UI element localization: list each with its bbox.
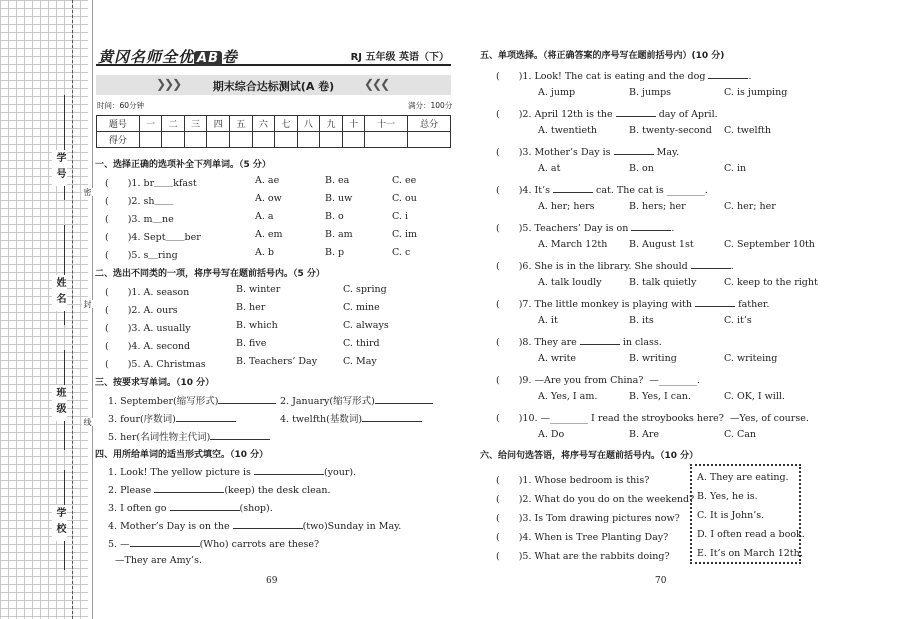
- answer-blank[interactable]: [695, 297, 735, 307]
- chevron-right-icon: ❮❮❮: [364, 77, 389, 91]
- score-input[interactable]: [408, 132, 451, 148]
- section-6-title: 六、给问句选答语，将序号写在题前括号内。（10 分）: [480, 451, 699, 461]
- binding-border-line: [92, 0, 93, 619]
- score-cell: 十: [342, 116, 365, 132]
- question-stem[interactable]: ( )5. A. Christmas: [105, 359, 206, 370]
- list-item: [108, 483, 331, 496]
- question-stem[interactable]: ( )1. Look! The cat is eating and the dog: [496, 71, 706, 82]
- class-label: 班级: [54, 387, 65, 419]
- question-tail: (your).: [323, 467, 357, 478]
- option-b: B. p: [325, 247, 345, 258]
- question-stem[interactable]: ( )3. Mother’s Day is: [496, 147, 611, 158]
- score-cell: 五: [230, 116, 253, 132]
- score-table: [96, 115, 451, 148]
- option-b: B. uw: [325, 193, 353, 204]
- exam-time: 时间：60分钟: [97, 101, 145, 110]
- brand-header: [96, 48, 451, 66]
- list-item: [108, 537, 319, 550]
- answer-blank[interactable]: [362, 412, 422, 422]
- question-stem[interactable]: ( )4. It’s: [496, 185, 550, 196]
- option-b: B. talk quietly: [629, 277, 697, 288]
- score-cell: 总分: [408, 116, 451, 132]
- answer-blank[interactable]: [218, 394, 276, 404]
- question-stem[interactable]: ( )9. —Are you from China?: [496, 375, 644, 386]
- option-c: C. keep to the right: [724, 277, 818, 288]
- question-stem[interactable]: ( )2. What do you do on the weekend?: [496, 494, 695, 505]
- score-cell: 八: [297, 116, 320, 132]
- grade-subject: RJ 五年级 英语（下）: [350, 52, 449, 63]
- score-input[interactable]: [297, 132, 320, 148]
- question-tail: (keep) the desk clean.: [224, 485, 331, 496]
- section-4-title: 四、用所给单词的适当形式填空。（10 分）: [95, 450, 269, 460]
- question-tail: (two)Sunday in May.: [302, 521, 402, 532]
- question-stem: 3. four(序数词): [108, 414, 176, 425]
- score-cell: 四: [207, 116, 230, 132]
- question-stem[interactable]: ( )6. She is in the library. She should: [496, 261, 688, 272]
- list-item: [496, 106, 718, 120]
- question-stem: 5. —: [108, 539, 130, 550]
- option-b: B. which: [236, 320, 278, 331]
- option-c: C. ou: [392, 193, 417, 204]
- option-a: A. it: [538, 315, 558, 326]
- option-c: C. May: [343, 356, 377, 367]
- question-stem: 2. January(缩写形式): [280, 396, 375, 407]
- answer-option: B. Yes, he is.: [697, 491, 758, 502]
- question-stem: 4. twelfth(基数词): [280, 414, 363, 425]
- question-stem[interactable]: ( )5. Teachers’ Day is on: [496, 223, 629, 234]
- answer-blank[interactable]: [130, 537, 200, 547]
- cut-mark-xian: 线: [83, 418, 92, 426]
- option-c: C. September 10th: [724, 239, 815, 250]
- question-stem: 1. Look! The yellow picture is: [108, 467, 251, 478]
- option-c: C. ee: [392, 175, 417, 186]
- option-b: B. jumps: [629, 87, 672, 98]
- question-stem[interactable]: ( )3. A. usually: [105, 323, 191, 334]
- option-b: B. Are: [629, 429, 660, 440]
- option-a: A. em: [255, 229, 283, 240]
- option-b: B. five: [236, 338, 267, 349]
- option-c: C. Can: [724, 429, 757, 440]
- score-cell: 七: [275, 116, 298, 132]
- option-c: C. is jumping: [724, 87, 788, 98]
- score-cell: 三: [184, 116, 207, 132]
- option-b: B. Teachers’ Day: [236, 356, 318, 367]
- option-c: C. always: [343, 320, 389, 331]
- answer-blank[interactable]: [176, 412, 236, 422]
- question-stem[interactable]: ( )5. s＿ring: [105, 250, 178, 261]
- list-item: [496, 296, 769, 310]
- list-item: [496, 182, 708, 196]
- list-item: [108, 519, 401, 532]
- option-c: C. her; her: [724, 201, 776, 212]
- score-cell: 十一: [365, 116, 408, 132]
- option-c: C. i: [392, 211, 409, 222]
- score-table-score-row: [97, 132, 451, 148]
- score-input[interactable]: [342, 132, 365, 148]
- score-cell: 一: [139, 116, 162, 132]
- option-a: A. Yes, I am.: [538, 391, 598, 402]
- option-a: A. talk loudly: [538, 277, 602, 288]
- question-stem[interactable]: ( )1. Whose bedroom is this?: [496, 475, 650, 486]
- option-b: B. am: [325, 229, 353, 240]
- list-item: [496, 372, 700, 386]
- question-tail: cat. The cat is ________.: [596, 185, 708, 196]
- list-item: [496, 410, 809, 424]
- binding-dashed-line: [72, 0, 74, 619]
- answer-blank[interactable]: [254, 465, 324, 475]
- list-item: [496, 220, 674, 234]
- option-b: B. her: [236, 302, 266, 313]
- option-c: C. twelfth: [724, 125, 772, 136]
- section-1-title: 一、选择正确的选项补全下列单词。（5 分）: [95, 160, 271, 170]
- option-a: A. Do: [538, 429, 565, 440]
- answer-option: A. They are eating.: [697, 472, 789, 483]
- answer-blank[interactable]: [708, 69, 748, 79]
- score-row-label: 得分: [97, 132, 140, 148]
- option-a: A. her; hers: [538, 201, 595, 212]
- brand-logo: 黄冈名师全优 AB 卷: [98, 48, 239, 66]
- answer-blank[interactable]: [691, 259, 731, 269]
- score-input[interactable]: [320, 132, 343, 148]
- answer-line: —They are Amy’s.: [115, 555, 202, 566]
- list-item: [280, 393, 433, 407]
- answer-blank[interactable]: [170, 501, 240, 511]
- score-input[interactable]: [275, 132, 298, 148]
- list-item: [496, 144, 679, 158]
- question-stem[interactable]: ( )1. A. season: [105, 287, 190, 298]
- question-stem[interactable]: ( )3. Is Tom drawing pictures now?: [496, 513, 680, 524]
- section-3-title: 三、按要求写单词。（10 分）: [95, 378, 215, 388]
- question-tail: —Yes, of course.: [729, 413, 809, 424]
- exam-full-score: 满分：100分: [408, 101, 453, 110]
- question-stem: 5. her(名词性物主代词): [108, 432, 211, 443]
- option-a: A. ow: [255, 193, 282, 204]
- option-b: B. Yes, I can.: [629, 391, 691, 402]
- exam-title: 期末综合达标测试(A 卷): [212, 80, 335, 93]
- score-input[interactable]: [184, 132, 207, 148]
- answer-blank[interactable]: [154, 483, 224, 493]
- option-b: B. winter: [236, 284, 281, 295]
- score-input[interactable]: [162, 132, 185, 148]
- answer-blank[interactable]: [553, 183, 593, 193]
- cut-mark-mi: 密: [83, 188, 92, 196]
- answer-blank[interactable]: [233, 519, 303, 529]
- option-a: A. write: [538, 353, 577, 364]
- question-tail: .: [730, 261, 734, 272]
- question-stem[interactable]: ( )4. A. second: [105, 341, 191, 352]
- score-cell: 题号: [97, 116, 140, 132]
- option-c: C. it’s: [724, 315, 752, 326]
- question-stem[interactable]: ( )7. The little monkey is playing with: [496, 299, 693, 310]
- question-stem[interactable]: ( )10. —________ I read the stroybooks here?: [496, 413, 724, 424]
- question-tail: in class.: [622, 337, 662, 348]
- list-item: [496, 258, 734, 272]
- score-input[interactable]: [139, 132, 162, 148]
- question-tail: .: [671, 223, 675, 234]
- list-item: [108, 411, 236, 425]
- chevron-left-icon: ❯❯❯: [156, 77, 181, 91]
- answer-blank[interactable]: [614, 145, 654, 155]
- option-c: C. OK, I will.: [724, 391, 785, 402]
- question-stem[interactable]: ( )3. m＿ne: [105, 214, 174, 225]
- section-2-title: 二、选出不同类的一项，将序号写在题前括号内。（5 分）: [95, 269, 325, 279]
- score-input[interactable]: [207, 132, 230, 148]
- option-c: C. mine: [343, 302, 380, 313]
- question-stem: 1. September(缩写形式): [108, 396, 219, 407]
- option-c: C. c: [392, 247, 411, 258]
- list-item: [108, 393, 276, 407]
- title-banner: [96, 75, 451, 95]
- option-c: C. in: [724, 163, 747, 174]
- score-input[interactable]: [365, 132, 408, 148]
- option-b: B. August 1st: [629, 239, 694, 250]
- list-item: [280, 411, 422, 425]
- score-input[interactable]: [252, 132, 275, 148]
- option-b: B. o: [325, 211, 344, 222]
- page-number-left: 69: [266, 576, 278, 586]
- question-stem: 2. Please: [108, 485, 152, 496]
- option-b: B. twenty-second: [629, 125, 712, 136]
- option-c: C. writeing: [724, 353, 778, 364]
- option-b: B. on: [629, 163, 654, 174]
- option-b: B. writing: [629, 353, 677, 364]
- list-item: [496, 334, 662, 348]
- answer-option: D. I often read a book.: [697, 529, 805, 540]
- question-stem[interactable]: ( )5. What are the rabbits doing?: [496, 551, 670, 562]
- question-tail: (Who) carrots are these?: [199, 539, 320, 550]
- question-stem[interactable]: ( )2. April 12th is the: [496, 109, 613, 120]
- list-item: [108, 501, 273, 514]
- question-stem: 4. Mother’s Day is on the: [108, 521, 230, 532]
- option-a: A. March 12th: [538, 239, 608, 250]
- option-a: A. b: [255, 247, 274, 258]
- option-c: C. im: [392, 229, 418, 240]
- score-cell: 九: [320, 116, 343, 132]
- question-tail: day of April.: [658, 109, 718, 120]
- option-a: A. twentieth: [538, 125, 598, 136]
- binding-margin-grid: [0, 0, 88, 619]
- question-stem: 3. I often go: [108, 503, 167, 514]
- option-a: A. a: [255, 211, 274, 222]
- list-item: [108, 429, 270, 443]
- score-cell: 二: [162, 116, 185, 132]
- name-label: 姓名: [54, 277, 65, 309]
- question-stem[interactable]: ( )4. When is Tree Planting Day?: [496, 532, 669, 543]
- option-b: B. ea: [325, 175, 350, 186]
- question-stem[interactable]: ( )2. sh＿＿: [105, 196, 174, 207]
- question-stem[interactable]: ( )1. br＿＿kfast: [105, 178, 197, 189]
- score-cell: 六: [252, 116, 275, 132]
- question-stem[interactable]: ( )4. Sept＿＿ber: [105, 232, 201, 243]
- question-tail: father.: [738, 299, 770, 310]
- answer-blank[interactable]: [375, 394, 433, 404]
- answer-blank[interactable]: [210, 430, 270, 440]
- answer-blank[interactable]: [580, 335, 620, 345]
- option-c: C. third: [343, 338, 380, 349]
- option-b: B. its: [629, 315, 654, 326]
- answer-blank[interactable]: [631, 221, 671, 231]
- cut-mark-feng: 封: [83, 300, 92, 308]
- score-input[interactable]: [230, 132, 253, 148]
- question-tail: —________.: [649, 375, 700, 386]
- option-a: A. ae: [255, 175, 280, 186]
- option-b: B. hers; her: [629, 201, 686, 212]
- option-a: A. jump: [538, 87, 576, 98]
- answer-option: E. It’s on March 12th.: [697, 548, 803, 559]
- page-number-right: 70: [655, 576, 667, 586]
- section-5-title: 五、单项选择。（将正确答案的序号写在题前括号内）(10 分): [480, 51, 725, 61]
- student-id-label: 学号: [54, 152, 65, 184]
- question-tail: (shop).: [239, 503, 273, 514]
- list-item: [108, 465, 356, 478]
- school-label: 学校: [54, 507, 65, 539]
- question-stem[interactable]: ( )8. They are: [496, 337, 577, 348]
- question-tail: .: [748, 71, 752, 82]
- question-tail: May.: [656, 147, 680, 158]
- option-c: C. spring: [343, 284, 387, 295]
- option-a: A. at: [538, 163, 561, 174]
- question-stem[interactable]: ( )2. A. ours: [105, 305, 178, 316]
- answer-option: C. It is John’s.: [697, 510, 765, 521]
- list-item: [496, 68, 751, 82]
- answer-blank[interactable]: [616, 107, 656, 117]
- score-table-header-row: [97, 116, 451, 132]
